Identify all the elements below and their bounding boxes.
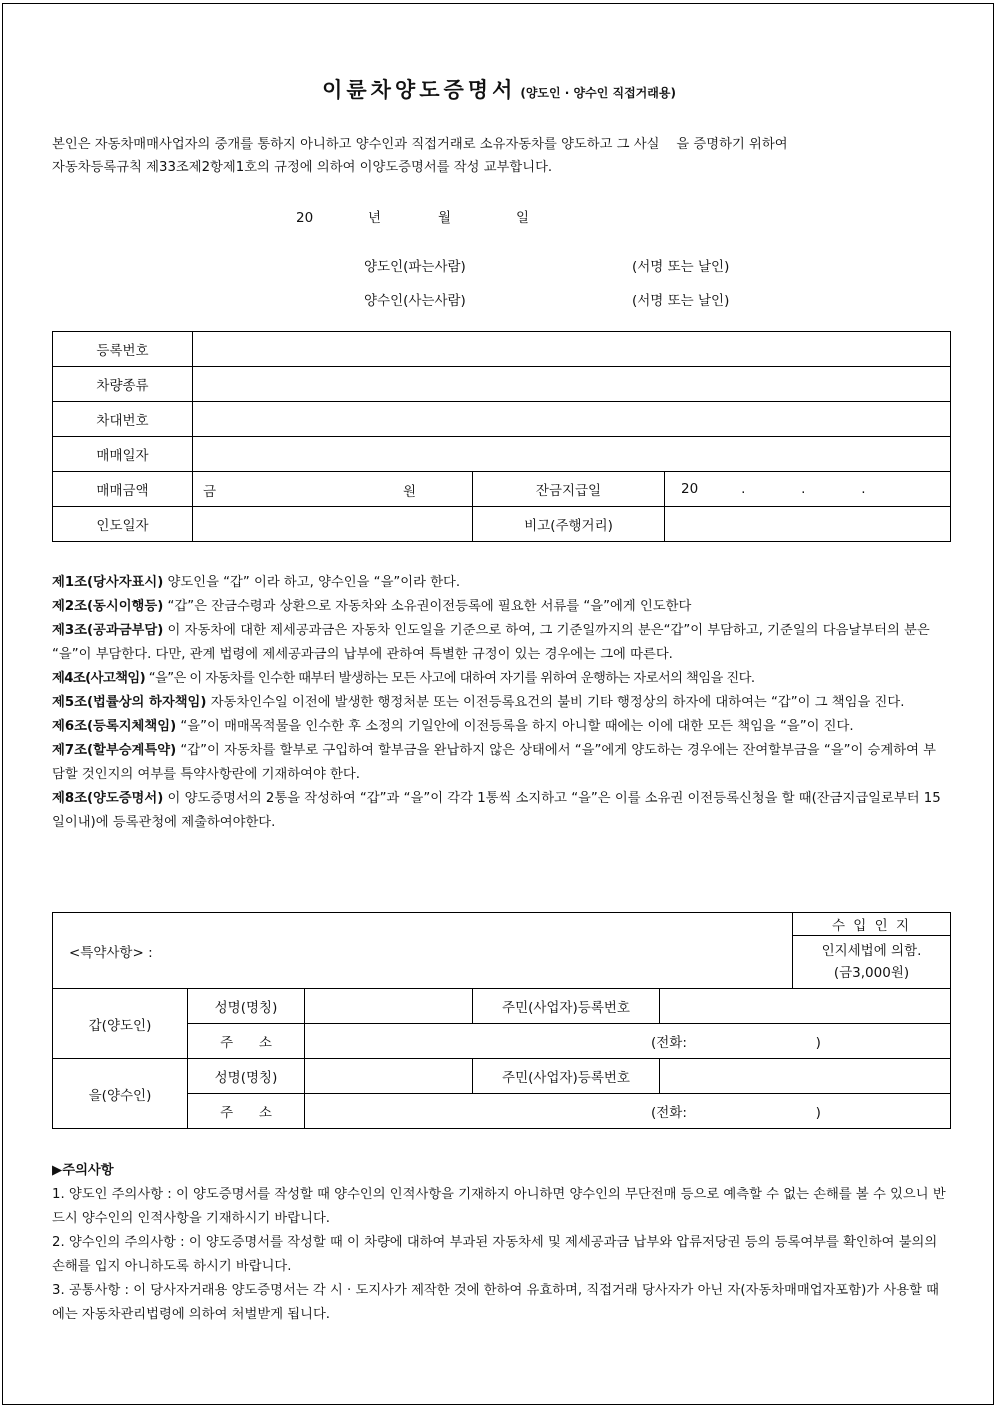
party-b-name-field[interactable] — [305, 1059, 473, 1094]
article-head: 제4조(사고책임) — [52, 671, 146, 686]
delivery-date-field[interactable] — [193, 507, 473, 542]
article-item — [52, 691, 948, 715]
note-item: 2. 양수인의 주의사항 : 이 양도증명서를 작성할 때 이 차량에 대하여 부과된 자동차세 및 제세공과금 납부와 압류저당권 등의 등록여부를 확인하여 불의의 손해를 입지 아니하도록 하시기 바랍니다. — [52, 1235, 938, 1274]
article-head: 제2조(동시이행등) — [52, 599, 164, 614]
balance-date-label: 잔금지급일 — [473, 472, 665, 507]
article-item — [52, 619, 948, 667]
article-head: 제7조(할부승계특약) — [52, 743, 177, 758]
table-row — [53, 437, 951, 472]
sale-amount-field[interactable] — [193, 472, 473, 507]
sale-amount-label: 매매금액 — [53, 472, 193, 507]
date-line — [296, 206, 529, 226]
revenue-stamp-head: 수 입 인 지 — [793, 913, 951, 936]
date-day: 일 — [516, 210, 530, 226]
notes-section — [52, 1159, 948, 1327]
date-month: 월 — [438, 210, 452, 226]
date-year: 년 — [368, 210, 382, 226]
article-item — [52, 787, 948, 835]
party-b-address-label: 주 소 — [188, 1094, 305, 1129]
revenue-stamp-box — [793, 936, 951, 989]
article-text: 자동차인수일 이전에 발생한 행정처분 또는 이전등록요건의 불비 기타 행정상의 하자에 대하여는 “갑”이 그 책임을 진다. — [206, 695, 905, 710]
article-text: “을”은 이 자동차를 인수한 때부터 발생하는 모든 사고에 대하여 자기를 위하여 운행하는 자로서의 책임을 진다. — [145, 671, 755, 686]
reg-no-field[interactable] — [193, 332, 951, 367]
intro-paragraph — [52, 133, 932, 179]
article-head: 제5조(법률상의 하자책임) — [52, 695, 207, 710]
article-item — [52, 715, 948, 739]
article-text: 이 자동차에 대한 제세공과금은 자동차 인도일을 기준으로 하여, 그 기준일까지의 분은“갑”이 부담하고, 기준일의 다음날부터의 분은 “을”이 부담한다. 다만, 관계 법령에 제세공과금의 납부에 관하여 특별한 규정이 있는 경우에는 그에 따른다. — [52, 623, 930, 662]
sale-date-label: 매매일자 — [53, 437, 193, 472]
intro-line-2: 자동차등록규칙 제33조제2항제1호의 규정에 의하여 이양도증명서를 작성 교부합니다. — [52, 160, 553, 175]
article-text: 이 양도증명서의 2통을 작성하여 “갑”과 “을”이 각각 1통씩 소지하고 “을”은 이를 소유권 이전등록신청을 할 때(잔금지급일로부터 15일이내)에 등록관청에 제출하여야한다. — [52, 791, 941, 830]
article-item — [52, 595, 948, 619]
article-head: 제6조(등록지체책임) — [52, 719, 177, 734]
balance-date-field[interactable]: 20 . . . — [665, 472, 951, 507]
party-a-id-label: 주민(사업자)등록번호 — [473, 989, 660, 1024]
table-row — [53, 367, 951, 402]
stamp-line-2: (금3,000원) — [833, 965, 910, 981]
notes-heading: ▶주의사항 — [52, 1163, 114, 1178]
buyer-label: 양수인(사는사람) — [364, 293, 466, 309]
party-a-name-field[interactable] — [305, 989, 473, 1024]
seller-label: 양도인(파는사람) — [364, 259, 466, 275]
chassis-no-label: 차대번호 — [53, 402, 193, 437]
article-head: 제3조(공과금부담) — [52, 623, 164, 638]
table-row — [53, 989, 951, 1024]
remarks-label: 비고(주행거리) — [473, 507, 665, 542]
date-year-prefix: 20 — [296, 210, 314, 226]
table-row — [53, 1024, 951, 1059]
article-head: 제8조(양도증명서) — [52, 791, 164, 806]
party-b-id-label: 주민(사업자)등록번호 — [473, 1059, 660, 1094]
amount-unit: 원 — [403, 484, 417, 500]
title-sub: (양도인 · 양수인 직접거래용) — [520, 86, 676, 100]
vehicle-type-label: 차량종류 — [53, 367, 193, 402]
chassis-no-field[interactable] — [193, 402, 951, 437]
special-terms-table — [52, 912, 951, 1129]
delivery-date-label: 인도일자 — [53, 507, 193, 542]
table-row — [53, 507, 951, 542]
party-b-address-field[interactable]: (전화: ) — [305, 1094, 951, 1129]
party-b-name-label: 성명(명칭) — [188, 1059, 305, 1094]
note-item: 3. 공통사항 : 이 당사자거래용 양도증명서는 각 시 · 도지사가 제작한 것에 한하여 유효하며, 직접거래 당사자가 아닌 자(자동차매매업자포함)가 사용할 때에는 자동차관리법령에 의하여 처벌받게 됩니다. — [52, 1283, 939, 1322]
remarks-field[interactable] — [665, 507, 951, 542]
vehicle-info-table — [52, 331, 951, 542]
intro-line-1: 본인은 자동차매매사업자의 중개를 통하지 아니하고 양수인과 직접거래로 소유자동차를 양도하고 그 사실 을 증명하기 위하여 — [52, 137, 788, 152]
vehicle-type-field[interactable] — [193, 367, 951, 402]
party-a-name-label: 성명(명칭) — [188, 989, 305, 1024]
table-row — [53, 472, 951, 507]
party-b-id-field[interactable] — [660, 1059, 951, 1094]
article-head: 제1조(당사자표시) — [52, 575, 164, 590]
article-item — [52, 667, 948, 691]
party-a-id-field[interactable] — [660, 989, 951, 1024]
special-terms-label: <특약사항> : — [69, 944, 153, 961]
reg-no-label: 등록번호 — [53, 332, 193, 367]
article-text: “갑”이 자동차를 할부로 구입하여 할부금을 완납하지 않은 상태에서 “을”에게 양도하는 경우에는 잔여할부금을 “을”이 승계하여 부담할 것인지의 여부를 특약사항란에 기재하여야 한다. — [52, 743, 936, 782]
article-item — [52, 739, 948, 787]
sale-date-field[interactable] — [193, 437, 951, 472]
party-a-label: 갑(양도인) — [53, 989, 188, 1059]
article-text: “갑”은 잔금수령과 상환으로 자동차와 소유권이전등록에 필요한 서류를 “을”에게 인도한다 — [163, 599, 692, 614]
document-title — [0, 74, 998, 104]
party-b-label: 을(양수인) — [53, 1059, 188, 1129]
amount-prefix: 금 — [203, 484, 217, 500]
seller-sign: (서명 또는 날인) — [632, 259, 730, 275]
table-row — [53, 1059, 951, 1094]
party-a-address-label: 주 소 — [188, 1024, 305, 1059]
note-item: 1. 양도인 주의사항 : 이 양도증명서를 작성할 때 양수인의 인적사항을 기재하지 아니하면 양수인의 무단전매 등으로 예측할 수 없는 손해를 볼 수 있으니 반드시 양수인의 인적사항을 기재하시기 바랍니다. — [52, 1187, 946, 1226]
party-a-address-field[interactable]: (전화: ) — [305, 1024, 951, 1059]
stamp-line-1: 인지세법에 의함. — [821, 943, 922, 959]
table-row — [53, 1094, 951, 1129]
buyer-sign: (서명 또는 날인) — [632, 293, 730, 309]
articles-section — [52, 571, 948, 835]
article-text: “을”이 매매목적물을 인수한 후 소정의 기일안에 이전등록을 하지 아니할 때에는 이에 대한 모든 책임을 “을”이 진다. — [176, 719, 854, 734]
article-text: 양도인을 “갑” 이라 하고, 양수인을 “을”이라 한다. — [163, 575, 461, 590]
article-item — [52, 571, 948, 595]
table-row — [53, 332, 951, 367]
table-row — [53, 402, 951, 437]
title-main: 이륜차양도증명서 — [322, 78, 517, 102]
table-row — [53, 913, 951, 936]
special-terms-field[interactable] — [53, 913, 793, 989]
